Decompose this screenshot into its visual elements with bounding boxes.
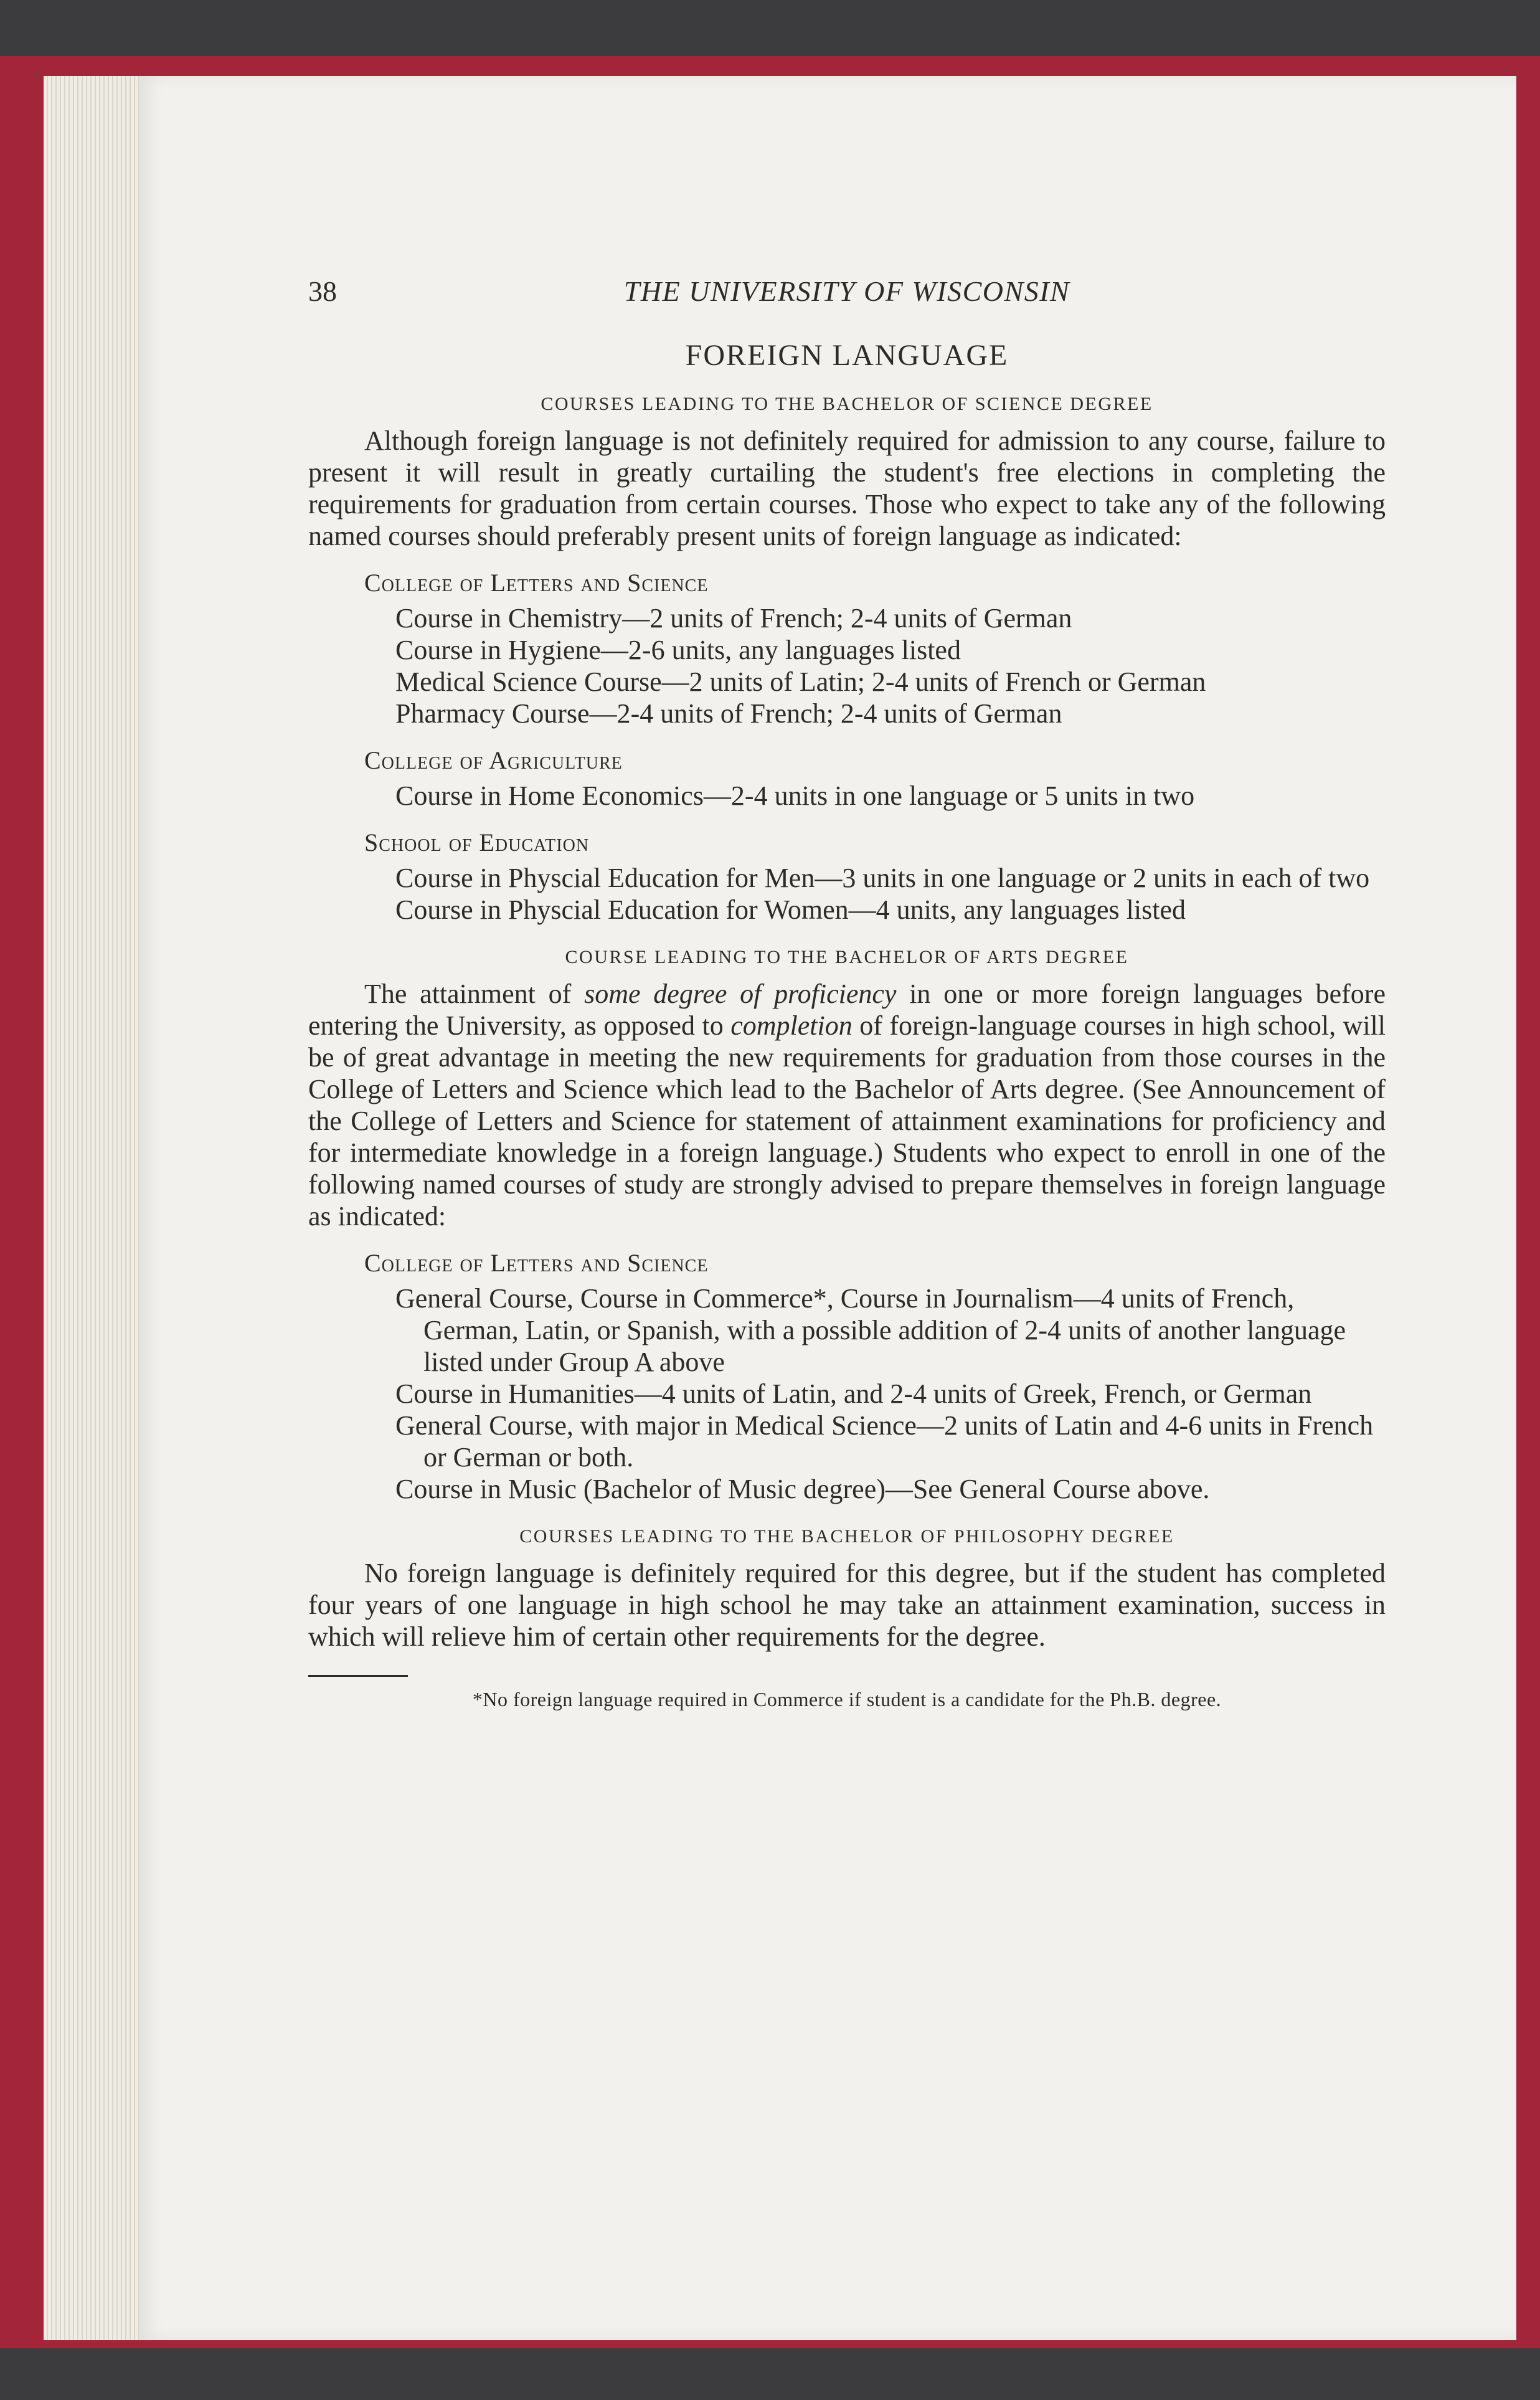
course-item: General Course, with major in Medical Science—2 units of Latin and 4-6 units in French or German or both. [395,1410,1374,1473]
course-item: Course in Home Economics—2-4 units in one language or 5 units in two [395,780,1195,811]
ba-college-letters-science: College of Letters and Science [364,1249,709,1277]
course-item: Course in Music (Bachelor of Music degree)—See General Course above. [395,1474,1210,1504]
footnote: *No foreign language required in Commerce if student is a candidate for the Ph.B. degree. [472,1688,1222,1710]
page-number: 38 [308,275,337,307]
course-item: Course in Chemistry—2 units of French; 2-4 units of German [395,603,1072,633]
page-edges [44,76,149,2340]
course-item: Course in Physcial Education for Women—4 units, any languages listed [395,894,1186,925]
bs-college-agriculture: College of Agriculture [364,746,623,774]
emphasis-completion: completion [730,1010,853,1041]
ba-paragraph: The attainment of some degree of proficiency in one or more foreign languages before entering the University, as opposed to completion of foreign-language courses in high school, will be of great advantage in meeting the new requirements for graduation from those courses in the College of Letters and Science which lead to the Bachelor of Arts degree. (See Announcement of the College of Letters and Science for statement of attainment examinations for proficiency and for intermediate knowledge in a foreign language.) Students who expect to enroll in one of the following named courses of study are strongly advised to prepare themselves in foreign language as indicated: [308,979,1386,1231]
phd-paragraph: No foreign language is definitely required for this degree, but if the student has completed four years of one language in high school he may take an attainment examination, success in which will relieve him of certain other requirements for the degree. [308,1558,1386,1652]
course-item: Course in Hygiene—2-6 units, any languages listed [395,635,961,665]
running-title: THE UNIVERSITY OF WISCONSIN [623,275,1070,307]
phd-heading: COURSES LEADING TO THE BACHELOR OF PHILOSOPHY DEGREE [519,1526,1174,1547]
course-item: Course in Humanities—4 units of Latin, and 2-4 units of Greek, French, or German [395,1378,1312,1409]
course-item: Medical Science Course—2 units of Latin; 2-4 units of French or German [395,666,1206,697]
course-item: Pharmacy Course—2-4 units of French; 2-4 units of German [395,698,1062,729]
bs-school-education: School of Education [364,828,590,856]
course-item: Course in Physcial Education for Men—3 units in one language or 2 units in each of two [395,863,1370,893]
page-text [308,271,1386,1711]
emphasis-proficiency: some degree of proficiency [584,979,897,1009]
footnote-rule [308,1675,408,1677]
course-item: General Course, Course in Commerce*, Course in Journalism—4 units of French, German, Latin, or Spanish, with a possible addition of 2-4 units of another language listed under Group A above [395,1283,1346,1377]
running-head [308,271,1386,315]
ba-heading: COURSE LEADING TO THE BACHELOR OF ARTS DEGREE [565,947,1129,967]
bs-heading: COURSES LEADING TO THE BACHELOR OF SCIENCE DEGREE [541,394,1153,414]
bs-college-letters-science: College of Letters and Science [364,569,709,597]
bs-paragraph: Although foreign language is not definitely required for admission to any course, failure to present it will result in greatly curtailing the student's free elections in completing the requirements for graduation from certain courses. Those who expect to take any of the following named courses should preferably present units of foreign language as indicated: [308,425,1386,551]
section-title: FOREIGN LANGUAGE [685,339,1009,372]
